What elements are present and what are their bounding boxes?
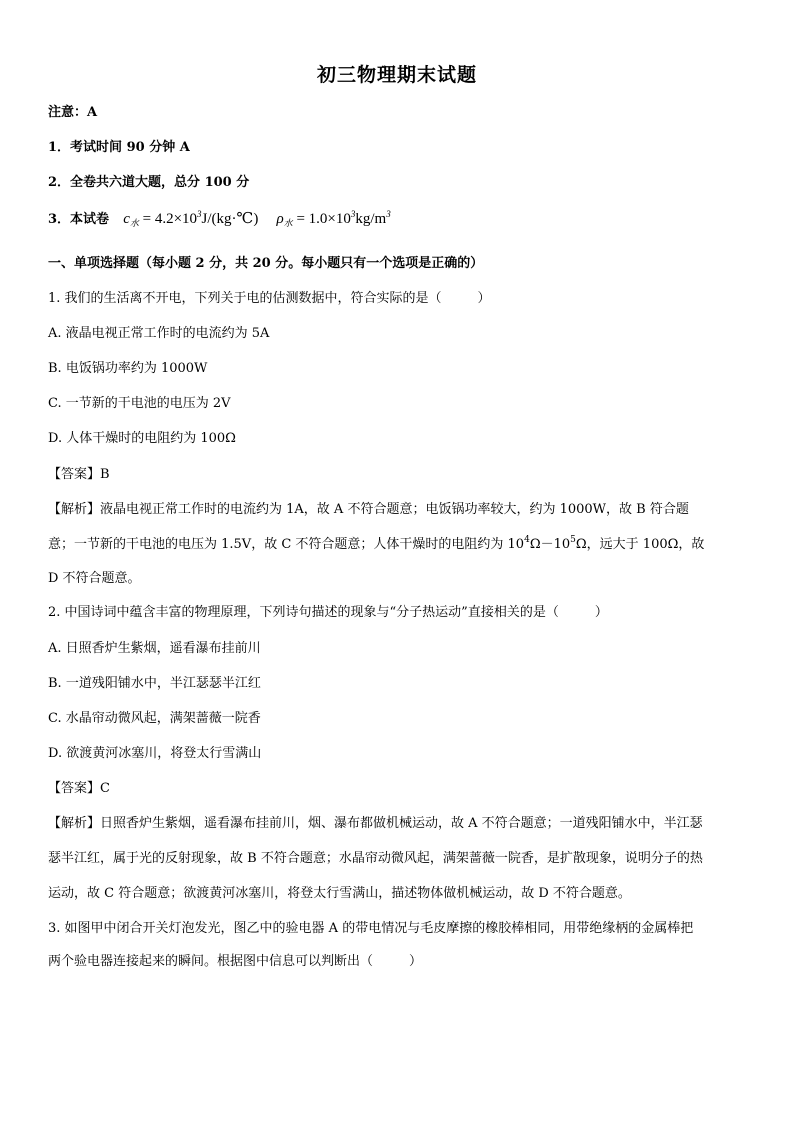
question-2-option-d: D. 欲渡黄河冰塞川，将登太行雪满山 <box>48 746 262 761</box>
page-title: 初三物理期末试题 <box>316 64 477 86</box>
question-2-option-c: C. 水晶帘动微风起，满架蔷薇一院香 <box>48 711 261 726</box>
question-2-option-b: B. 一道残阳铺水中，半江瑟瑟半江红 <box>48 676 261 691</box>
question-2-analysis-line-2: 瑟半江红，属于光的反射现象，故 B 不符合题意；水晶帘动微风起，满架蔷薇一院香，是扩散现象，说明分子的热 <box>48 851 703 866</box>
question-1-analysis-line-2: 意；一节新的干电池的电压为 1.5V，故 C 不符合题意；人体干燥时的电阻约为 $10^4\Omega-10^5\Omega$，远大于 100Ω，故 <box>48 535 705 552</box>
water-specific-heat: $c_水$ = $4.2\times 10^3J/(kg\cdot℃)$ <box>123 209 259 228</box>
question-2-answer: 【答案】C <box>48 781 110 796</box>
question-2-option-a: A. 日照香炉生紫烟，遥看瀑布挂前川 <box>48 641 261 656</box>
note-3 <box>48 210 748 229</box>
section-1-heading: 一、单项选择题（每小题 2 分，共 20 分。每小题只有一个选项是正确的） <box>48 256 484 271</box>
water-density: $\rho_水 = 1.0\times 10^3kg/m^3$ <box>276 209 391 228</box>
question-1-analysis-line-1: 【解析】液晶电视正常工作时的电流约为 1A，故 A 不符合题意；电饭锅功率较大，约为 1000W，故 B 符合题 <box>48 502 689 517</box>
question-1-stem: 1. 我们的生活离不开电，下列关于电的估测数据中，符合实际的是（ ） <box>48 291 491 306</box>
question-3-stem-line-1: 3. 如图甲中闭合开关灯泡发光，图乙中的验电器 A 的带电情况与毛皮摩擦的橡胶棒相同，用带绝缘柄的金属棒把 <box>48 921 694 936</box>
question-1-option-b: B. 电饭锅功率约为 1000W <box>48 361 208 376</box>
question-1-answer: 【答案】B <box>48 467 110 482</box>
question-1-option-a: A. 液晶电视正常工作时的电流约为 5A <box>48 326 270 341</box>
note-3-prefix: 3．本试卷 <box>48 212 110 227</box>
question-3-stem-line-2: 两个验电器连接起来的瞬间。根据图中信息可以判断出（ ） <box>48 954 423 969</box>
note-2: 2．全卷共六道大题，总分 100 分 <box>48 175 250 190</box>
question-2-stem: 2. 中国诗词中蕴含丰富的物理原理，下列诗句描述的现象与“分子热运动”直接相关的是（ ） <box>48 605 608 620</box>
question-1-option-d: D. 人体干燥时的电阻约为 100Ω <box>48 431 236 446</box>
question-1-analysis-line-3: D 不符合题意。 <box>48 571 141 586</box>
question-2-analysis-line-3: 运动，故 C 符合题意；欲渡黄河冰塞川，将登太行雪满山，描述物体做机械运动，故 D 不符合题意。 <box>48 886 631 901</box>
note-1: 1．考试时间 90 分钟 A <box>48 140 190 155</box>
question-1-option-c: C. 一节新的干电池的电压为 2V <box>48 396 231 411</box>
question-2-analysis-line-1: 【解析】日照香炉生紫烟，遥看瀑布挂前川，烟、瀑布都做机械运动，故 A 不符合题意；一道残阳铺水中，半江瑟 <box>48 816 703 831</box>
notes-header: 注意：A <box>48 105 98 120</box>
